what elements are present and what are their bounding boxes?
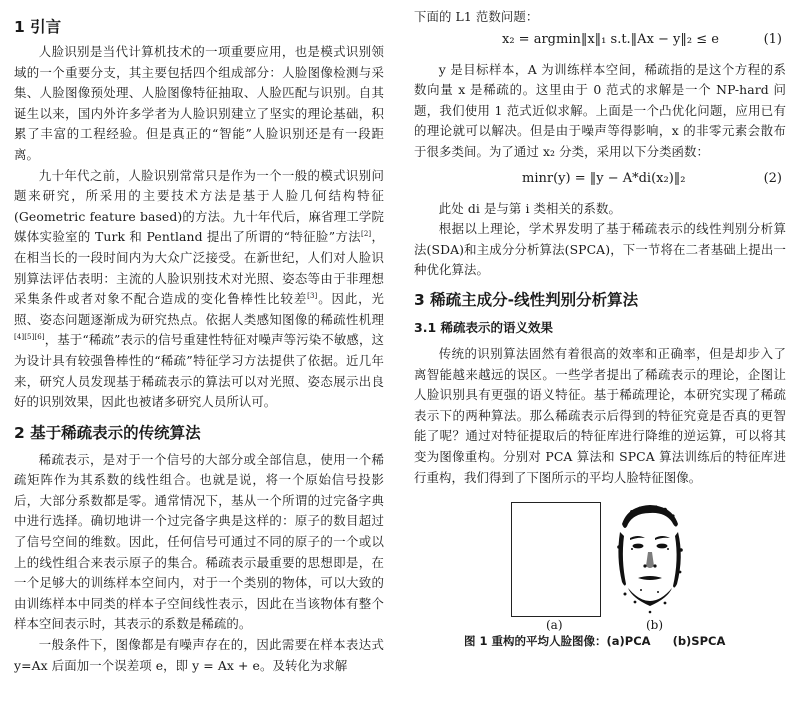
right-column [414,0,786,650]
intro-line: 下面的 L1 范数问题： [414,9,539,24]
section-3-heading: 3 稀疏主成分-线性判别分析算法 [414,290,639,309]
citation-ref: [2] [360,230,372,239]
section-1-paragraph-1: 人脸识别是当代计算机技术的一项重要应用，也是模式识别领域的一个重要分支，其主要包括四个组成部分：人脸图像检测与采集、人脸图像预处理、人脸图像特征抽取、人脸匹配与识别。自其诞生以来，国内外许多学者为人脸识别建立了坚实的理论基础，积累了丰富的工程经验。但是真正的“智能”人脸识别还是有一段距离。 [14,44,384,162]
left-column [14,0,384,676]
pca-average-face-image [511,502,601,617]
figure-1-caption [464,632,786,650]
equation-2-expression: minr(y) = ‖y − A*di(x₂)‖₂ [522,170,686,186]
citation-ref: [4][5][6] [14,333,45,342]
right-paragraph-3: 根据以上理论，学术界发明了基于稀疏表示的线性判别分析算法(SDA)和主成分分析算法(SPCA)，下一节将在二者基础上提出一种优化算法。 [414,221,786,278]
equation-1 [414,28,786,56]
right-paragraph-2: 此处 di 是与第 i 类相关的系数。 [438,200,621,216]
citation-ref: [3] [307,292,318,300]
figure-1-caption-a: 图 1 重构的平均人脸图像：(a)PCA [464,634,651,649]
section-2-heading: 2 基于稀疏表示的传统算法 [14,423,201,442]
section-3-paragraph-1: 传统的识别算法固然有着很高的效率和正确率，但是却步入了离智能越来越远的误区。一些学者提出了稀疏表示的理论，企图让人脸识别具有更强的语义特征。基于稀疏理论，本研究实现了稀疏表示下的两种算法。那么稀疏表示后得到的特征究竟是否真的更智能了呢？通过对特征提取后的特征库进行降维的逆运算，可以将其变为图像重构。分别对 PCA 算法和 SPCA 算法训练后的特征库进行重构，我们得到了下图所示的平均人脸特征图像。 [414,345,786,485]
equation-1-expression: x₂ = argmin‖x‖₁ s.t.‖Ax − y‖₂ ≤ e [502,31,719,47]
equation-2 [414,163,786,197]
subfigure-b-label: (b) [646,618,664,633]
figure-1-caption-b: (b)SPCA [672,634,726,649]
section-1-paragraph-2: 九十年代之前，人脸识别常常只是作为一个一般的模式识别问题来研究，所采用的主要技术方法是基于人脸几何结构特征(Geometric feature based)的方法。九十年代后，麻省理工学院媒体实验室的 Turk 和 Pentland 提出了所谓的“特征脸”方法[2]，在相当长的一段时间内为大众广泛接受。在新世纪，人们对人脸识别算法评估表明：主流的人脸识别技术对光照、姿态等由于非理想采集条件或者对象不配合造成的变化鲁棒性比较差[3]。因此，光照、姿态问题逐渐成为研究热点。依据人类感知图像的稀疏性机理[4][5][6]，基于“稀疏”表示的信号重建性特征对噪声等污染不敏感，这为设计具有较强鲁棒性的“稀疏”特征学习方法提供了依据。近几年来，研究人员发现基于稀疏表示的算法可以对光照、姿态展示出良好的识别效果，因此也被诸多研究人员所认可。 [14,167,385,410]
section-2-paragraph-2: 一般条件下，图像都是有噪声存在的，因此需要在样本表达式 y=Ax 后面加一个误差项 e，即 y = Ax + e。及转化为求解 [14,637,384,673]
equation-2-number: (2) [763,170,782,186]
section-1-heading: 1 引言 [14,18,62,36]
spca-average-face-image [610,502,690,617]
equation-1-number: (1) [763,31,782,47]
figure-1 [414,502,786,632]
right-paragraph-1: y 是目标样本，A 为训练样本空间，稀疏指的是这个方程的系数向量 x 是稀疏的。这里由于 0 范式的求解是一个 NP-hard 问题，我们使用 1 范式近似求解。上面是一个凸优化问题，应用已有的理论就可以解决。但是由于噪声等得影响，x 的非零元素会散布于很多类间。为了通过 x₂ 分类，采用以下分类函数： [414,61,786,159]
section-2-paragraph-1: 稀疏表示，是对于一个信号的大部分或全部信息，使用一个稀疏矩阵作为其系数的线性组合。也就是说，将一个原始信号投影后，大部分系数都是零。通常情况下，基从一个所谓的过完备字典中进行选择。确切地讲一个过完备字典是这样的：原子的数目超过了信号空间的维数。因此，任何信号可通过不同的原子的一个或以上的线性组合来表示原子的集合。稀疏表示最重要的思想即是，在一个足够大的训练样本空间内，对于一个类别的物体，可以大致的由训练样本中同类的样本子空间线性表示，因此在当该物体有整个样本空间表示时，其表示的系数是稀疏的。 [14,451,384,632]
subsection-3-1-heading: 3.1 稀疏表示的语义效果 [414,319,553,335]
subfigure-a-label: (a) [546,618,563,633]
